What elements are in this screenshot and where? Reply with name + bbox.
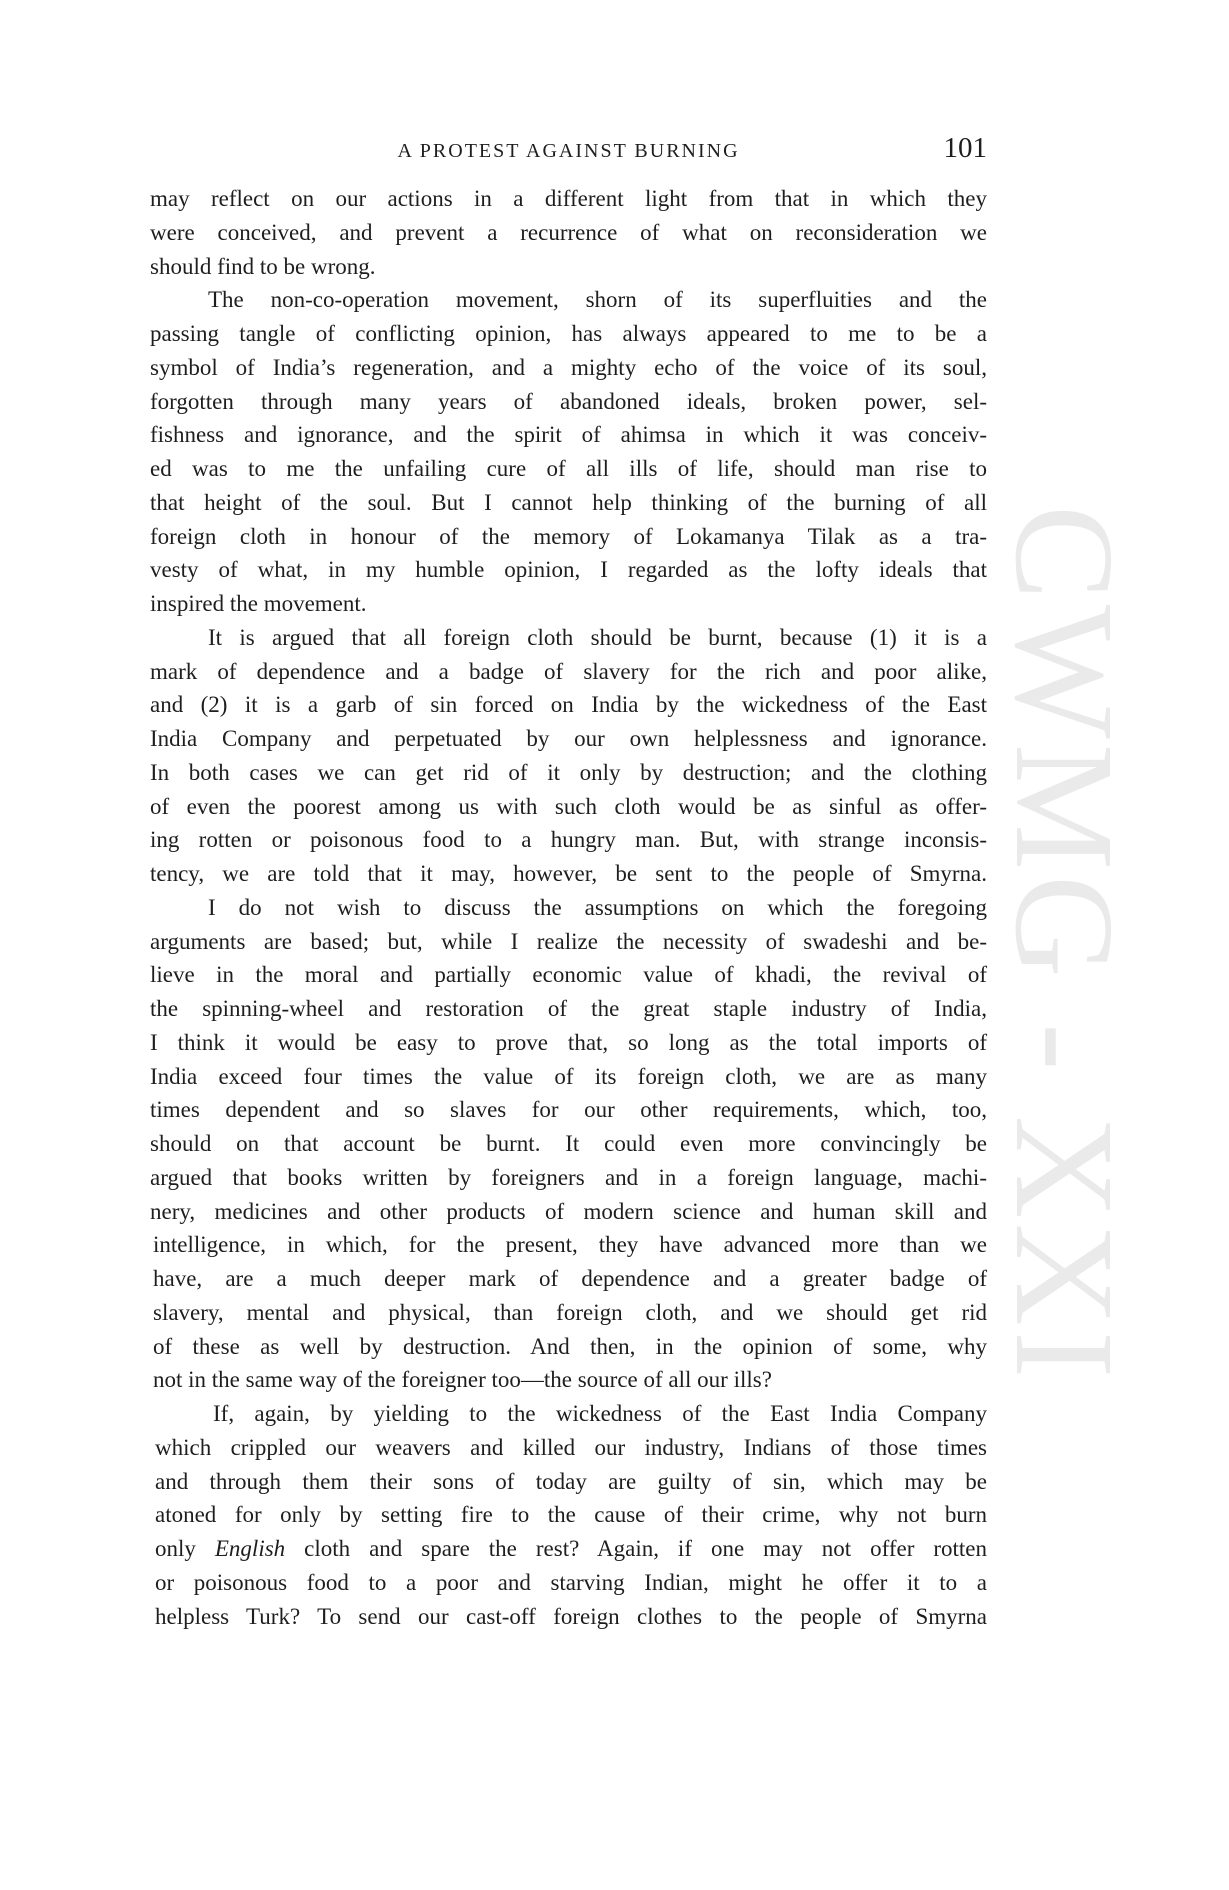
text-line: of these as well by destruction. And then, in the opinion of some, why <box>153 1333 987 1359</box>
text-line: tency, we are told that it may, however, be sent to the people of Smyrna. <box>150 861 987 886</box>
text-run: only <box>155 1536 215 1561</box>
text-line: arguments are based; but, while I realize the necessity of swadeshi and be- <box>150 928 987 954</box>
watermark <box>986 505 1144 1405</box>
text-line: I do not wish to discuss the assumptions on which the foregoing <box>208 894 987 920</box>
text-line: passing tangle of conflicting opinion, has always appeared to me to be a <box>150 321 987 346</box>
paragraph <box>150 283 987 621</box>
text-line: and (2) it is a garb of sin forced on India by the wickedness of the East <box>150 692 987 718</box>
text-line: nery, medicines and other products of modern science and human skill and <box>150 1198 987 1224</box>
text-line: not in the same way of the foreigner too—the source of all our ills? <box>153 1367 772 1393</box>
page-number: 101 <box>943 132 987 164</box>
running-header <box>150 132 987 168</box>
text-line: argued that books written by foreigners and in a foreign language, machi- <box>150 1164 987 1190</box>
text-line: In both cases we can get rid of it only by destruction; and the clothing <box>150 759 987 785</box>
body-text <box>150 182 987 1633</box>
text-line: The non-co-operation movement, shorn of its superfluities and the <box>208 287 987 313</box>
text-line: ed was to me the unfailing cure of all ills of life, should man rise to <box>150 456 987 481</box>
text-line: slavery, mental and physical, than foreign cloth, and we should get rid <box>153 1299 987 1325</box>
text-line: fishness and ignorance, and the spirit of ahimsa in which it was conceiv- <box>150 422 987 448</box>
text-line: which crippled our weavers and killed our industry, Indians of those times <box>155 1434 987 1460</box>
running-title: A PROTEST AGAINST BURNING <box>397 140 740 162</box>
text-line: mark of dependence and a badge of slavery for the rich and poor alike, <box>150 658 987 684</box>
text-line: foreign cloth in honour of the memory of Lokamanya Tilak as a tra- <box>150 523 987 549</box>
text-line: inspired the movement. <box>150 591 367 616</box>
text-line: helpless Turk? To send our cast-off foreign clothes to the people of Smyrna <box>155 1603 987 1629</box>
text-line: India exceed four times the value of its foreign cloth, we are as many <box>150 1063 987 1089</box>
paragraph <box>150 182 987 283</box>
text-line: lieve in the moral and partially economic value of khadi, the revival of <box>150 962 987 988</box>
paragraph <box>150 1397 987 1633</box>
text-line: If, again, by yielding to the wickedness of the East India Company <box>213 1401 987 1426</box>
text-line: I think it would be easy to prove that, so long as the total imports of <box>150 1029 987 1055</box>
text-line: symbol of India’s regeneration, and a mighty echo of the voice of its soul, <box>150 354 987 380</box>
text-line: the spinning-wheel and restoration of the great staple industry of India, <box>150 996 987 1021</box>
text-line: India Company and perpetuated by our own helplessness and ignorance. <box>150 726 987 751</box>
paragraph <box>150 621 987 891</box>
text-line: of even the poorest among us with such cloth would be as sinful as offer- <box>150 793 987 819</box>
text-line: should on that account be burnt. It could even more convincingly be <box>150 1131 987 1156</box>
text-line: intelligence, in which, for the present, they have advanced more than we <box>153 1232 987 1258</box>
watermark-text: CWMG - XXI <box>986 505 1144 1384</box>
text-line: vesty of what, in my humble opinion, I regarded as the lofty ideals that <box>150 557 987 583</box>
text-line: and through them their sons of today are guilty of sin, which may be <box>155 1468 987 1494</box>
text-line <box>155 1532 987 1566</box>
text-run: cloth and spare the rest? Again, if one may not offer rotten <box>285 1536 987 1561</box>
text-line: that height of the soul. But I cannot help thinking of the burning of all <box>150 489 987 515</box>
text-line: or poisonous food to a poor and starving Indian, might he offer it to a <box>155 1569 987 1595</box>
text-line: atoned for only by setting fire to the cause of their crime, why not burn <box>155 1502 987 1528</box>
emphasis-text: English <box>214 1536 286 1561</box>
text-line: times dependent and so slaves for our other requirements, which, too, <box>150 1097 987 1123</box>
text-line: have, are a much deeper mark of dependence and a greater badge of <box>153 1266 987 1291</box>
text-line: ing rotten or poisonous food to a hungry man. But, with strange inconsis- <box>150 827 987 853</box>
text-line: forgotten through many years of abandoned ideals, broken power, sel- <box>150 388 987 414</box>
text-line: should find to be wrong. <box>150 253 376 279</box>
paragraph <box>150 891 987 1397</box>
text-line: were conceived, and prevent a recurrence of what on reconsideration we <box>150 219 987 245</box>
text-line: may reflect on our actions in a different light from that in which they <box>150 186 987 211</box>
text-line: It is argued that all foreign cloth should be burnt, because (1) it is a <box>208 624 987 650</box>
